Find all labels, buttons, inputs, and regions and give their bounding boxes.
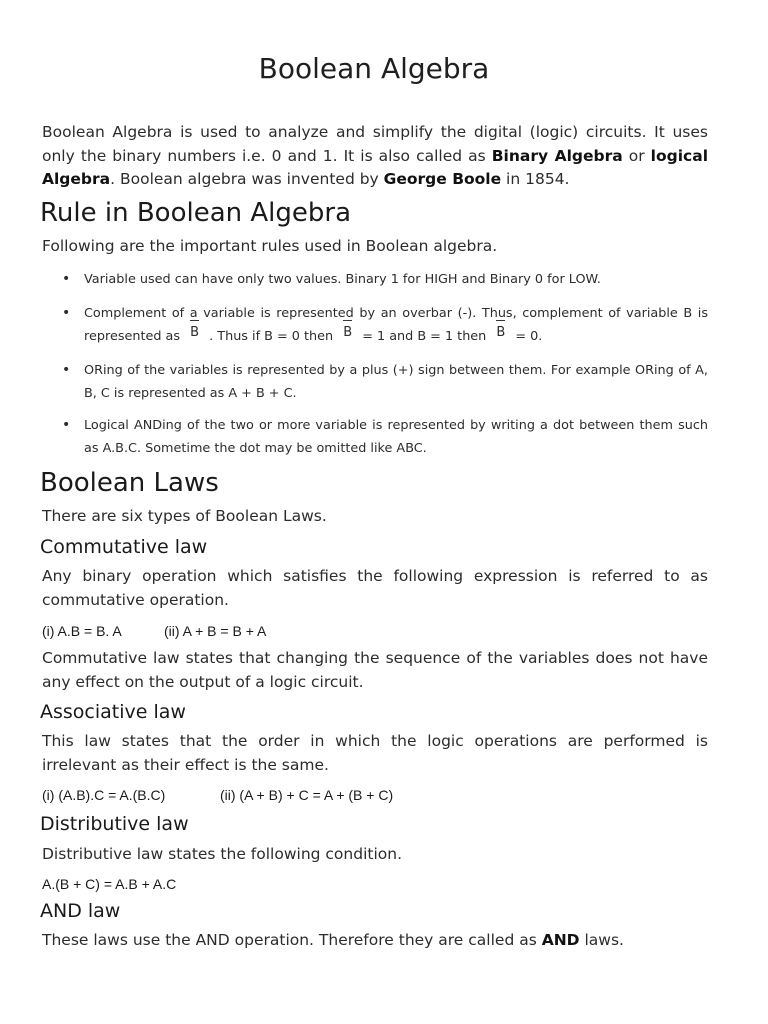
distributive-heading: Distributive law <box>40 813 189 835</box>
rule-item-2-text-2: . Thus if B = 0 then <box>205 329 338 344</box>
and-law-text-2: laws. <box>579 931 624 949</box>
intro-paragraph <box>42 121 708 192</box>
rule-item-2-text <box>84 302 708 348</box>
intro-text-3: . Boolean algebra was invented by <box>110 170 384 188</box>
george-boole-name: George Boole <box>383 170 502 188</box>
b-complement-symbol: B <box>184 321 205 344</box>
rule-item-3 <box>62 359 708 405</box>
and-law-heading: AND law <box>40 900 121 922</box>
bullet-icon: • <box>62 271 71 287</box>
intro-text-2: or <box>622 146 651 165</box>
associative-formula-2: (ii) (A + B) + C = A + (B + C) <box>220 787 394 803</box>
and-law-description <box>42 929 708 953</box>
bullet-icon: • <box>62 362 71 378</box>
distributive-description: Distributive law states the following condition. <box>42 845 402 863</box>
commutative-formulas <box>42 623 266 639</box>
logical-algebra-term: logical Algebra <box>42 146 709 188</box>
associative-heading: Associative law <box>40 701 186 723</box>
intro-text-4: in 1854. <box>501 170 570 188</box>
commutative-formula-2: (ii) A + B = B + A <box>164 623 267 639</box>
commutative-description: Any binary operation which satisfies the following expression is referred to as commutative operation. <box>42 567 708 609</box>
commutative-heading: Commutative law <box>40 536 208 558</box>
rule-item-2 <box>62 302 708 348</box>
associative-formulas <box>42 787 393 803</box>
b-complement-symbol: B <box>337 321 358 344</box>
page-title: Boolean Algebra <box>258 52 490 85</box>
boolean-laws-intro: There are six types of Boolean Laws. <box>42 507 327 525</box>
rule-item-2-text-3: = 1 and B = 1 then <box>358 329 491 344</box>
rule-item-2-text-4: = 0. <box>511 329 543 344</box>
and-law-text-1: These laws use the AND operation. Therefore they are called as <box>42 931 542 949</box>
rule-item-4 <box>62 414 708 460</box>
commutative-note: Commutative law states that changing the sequence of the variables does not have any effect on the output of a logic circuit. <box>42 649 708 691</box>
b-complement-symbol: B <box>490 321 511 344</box>
bullet-icon: • <box>62 305 71 321</box>
and-law-bold: AND <box>541 931 580 949</box>
associative-formula-1: (i) (A.B).C = A.(B.C) <box>42 787 166 803</box>
rule-item-1-text: Variable used can have only two values. Binary 1 for HIGH and Binary 0 for LOW. <box>84 272 601 287</box>
rule-item-3-text: ORing of the variables is represented by a plus (+) sign between them. For example ORing of A, B, C is represented as A + B + C. <box>84 363 708 401</box>
binary-algebra-term: Binary Algebra <box>491 146 623 165</box>
bullet-icon: • <box>62 417 71 433</box>
rule-item-4-text: Logical ANDing of the two or more variable is represented by writing a dot between them such as A.B.C. Sometime the dot may be omitted like ABC. <box>84 418 708 456</box>
distributive-formula: A.(B + C) = A.B + A.C <box>42 876 177 892</box>
rule-item-1 <box>62 268 708 291</box>
boolean-laws-heading: Boolean Laws <box>40 468 219 498</box>
rule-item-2-text-1: Complement of a variable is represented by an overbar (-). Thus, complement of variable B is represented as <box>84 306 708 344</box>
associative-description: This law states that the order in which the logic operations are performed is irrelevant as their effect is the same. <box>42 732 708 774</box>
commutative-formula-1: (i) A.B = B. A <box>42 623 122 639</box>
rules-heading: Rule in Boolean Algebra <box>40 198 352 228</box>
intro-text-1: Boolean Algebra is used to analyze and simplify the digital (logic) circuits. It uses only the binary numbers i.e. 0 and 1. It is also called as <box>42 123 708 165</box>
rules-intro: Following are the important rules used in Boolean algebra. <box>42 237 498 255</box>
